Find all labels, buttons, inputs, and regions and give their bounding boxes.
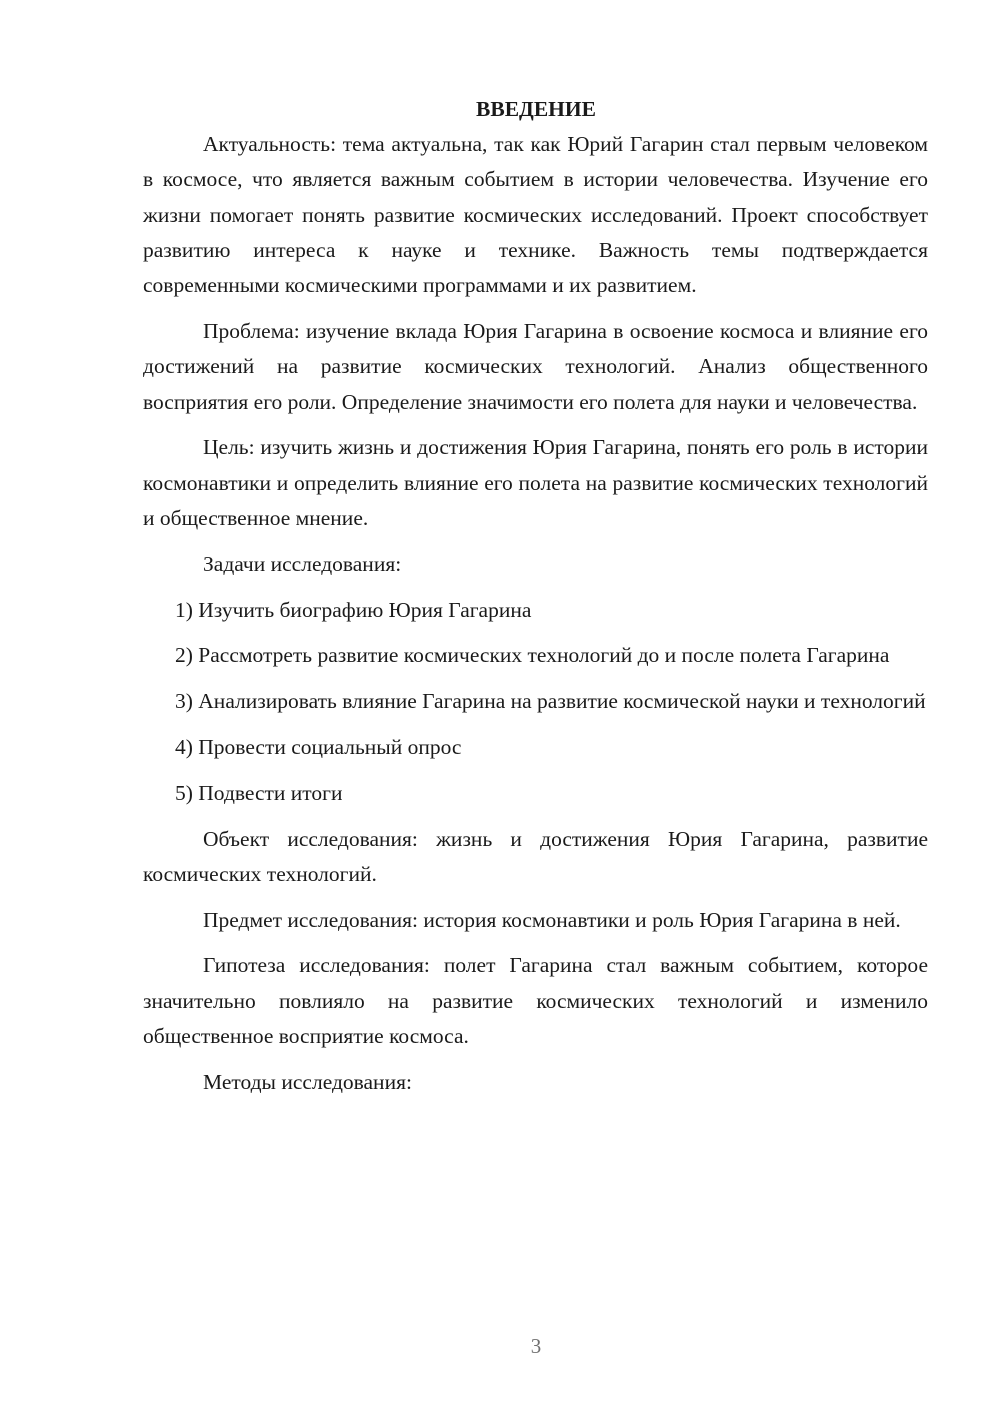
relevance-paragraph: Актуальность: тема актуальна, так как Юрий Гагарин стал первым человеком в космосе, что является важным событием в истории человечества. Изучение его жизни помогает понять развитие космических исследований. Проект способствует развитию интереса к науке и технике. Важность темы подтверждается современными космическими программами и их развитием.: [143, 132, 928, 298]
section-heading: ВВЕДЕНИЕ: [476, 97, 596, 121]
object-paragraph: Объект исследования: жизнь и достижения Юрия Гагарина, развитие космических технологий.: [143, 826, 928, 886]
tasks-intro: Задачи исследования:: [203, 551, 402, 576]
task-item: 2) Рассмотреть развитие космических технологий до и после полета Гагарина: [175, 643, 890, 668]
subject-paragraph: Предмет исследования: история космонавтики и роль Юрия Гагарина в ней.: [203, 907, 901, 932]
task-item: 1) Изучить биографию Юрия Гагарина: [175, 597, 532, 622]
page-number: 3: [530, 1334, 542, 1358]
goal-paragraph: Цель: изучить жизнь и достижения Юрия Гагарина, понять его роль в истории космонавтики и определить влияние его полета на развитие космических технологий и общественное мнение.: [143, 435, 928, 530]
task-item: 3) Анализировать влияние Гагарина на развитие космической науки и технологий: [175, 689, 926, 714]
document-page: [143, 92, 928, 1111]
task-item: 5) Подвести итоги: [175, 780, 343, 805]
task-item: 4) Провести социальный опрос: [175, 734, 462, 759]
methods-paragraph: Методы исследования:: [203, 1069, 412, 1094]
problem-paragraph: Проблема: изучение вклада Юрия Гагарина в освоение космоса и влияние его достижений на развитие космических технологий. Анализ общественного восприятия его роли. Определение значимости его полета для науки и человечества.: [143, 318, 928, 414]
hypothesis-paragraph: Гипотеза исследования: полет Гагарина стал важным событием, которое значительно повлияло на развитие космических технологий и изменило общественное восприятие космоса.: [143, 953, 928, 1049]
